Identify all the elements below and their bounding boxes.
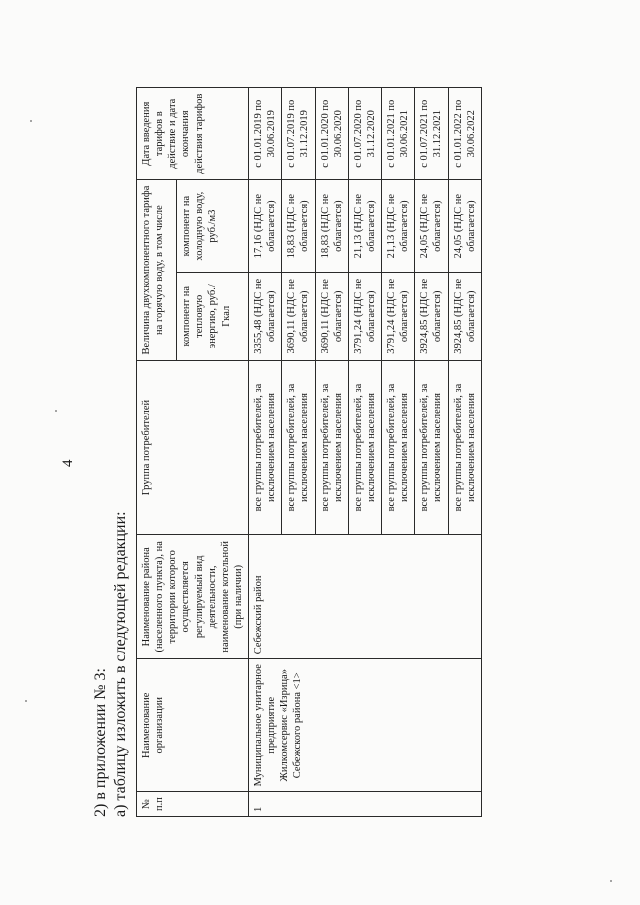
cell-cold: 18,83 (НДС не облагается) xyxy=(315,180,348,272)
cell-date: с 01.01.2022 по 30.06.2022 xyxy=(448,88,481,180)
cell-date: с 01.07.2019 по 31.12.2019 xyxy=(282,88,315,180)
cell-thermal: 3924,85 (НДС не облагается) xyxy=(448,272,481,360)
scan-speck xyxy=(610,880,612,882)
table-header-row xyxy=(137,88,177,817)
page-number: 4 xyxy=(60,459,76,467)
scan-speck xyxy=(25,700,27,702)
cell-group: все группы потребителей, за исключением населения xyxy=(315,360,348,535)
cell-group: все группы потребителей, за исключением населения xyxy=(249,360,282,535)
cell-cold: 24,05 (НДС не облагается) xyxy=(415,180,448,272)
cell-thermal: 3690,11 (НДС не облагается) xyxy=(282,272,315,360)
cell-date: с 01.07.2021 по 31.12.2021 xyxy=(415,88,448,180)
cell-thermal: 3355,48 (НДС не облагается) xyxy=(249,272,282,360)
header-num: № п.п xyxy=(137,792,249,817)
cell-group: все группы потребителей, за исключением населения xyxy=(382,360,415,535)
cell-cold: 17,16 (НДС не облагается) xyxy=(249,180,282,272)
cell-thermal: 3690,11 (НДС не облагается) xyxy=(315,272,348,360)
table-row xyxy=(249,88,282,817)
cell-district: Себежский район xyxy=(249,535,482,659)
scan-speck xyxy=(55,410,57,412)
header-district: Наименование района (населенного пункта), на территории которого осуществляется регулируемый вид деятельности, наименование котельной (при наличии) xyxy=(137,535,249,659)
header-dates: Дата введения тарифов в действие и дата окончания действия тарифов xyxy=(137,88,249,180)
header-cold-water-component: компонент на холодную воду, руб./м3 xyxy=(177,180,249,272)
cell-group: все группы потребителей, за исключением населения xyxy=(415,360,448,535)
scan-speck xyxy=(30,120,32,122)
header-thermal-component: компонент на тепловую энергию, руб./Гкал xyxy=(177,272,249,360)
cell-thermal: 3791,24 (НДС не облагается) xyxy=(348,272,381,360)
table-intro: а) таблицу изложить в следующей редакции: xyxy=(112,511,129,817)
appendix-line: 2) в приложении № 3: xyxy=(92,668,109,817)
cell-cold: 24,05 (НДС не облагается) xyxy=(448,180,481,272)
header-consumer-group: Группа потребителей xyxy=(137,360,249,535)
tariff-table xyxy=(136,87,482,817)
cell-date: с 01.07.2020 по 31.12.2020 xyxy=(348,88,381,180)
cell-date: с 01.01.2021 по 30.06.2021 xyxy=(382,88,415,180)
cell-cold: 18,83 (НДС не облагается) xyxy=(282,180,315,272)
cell-cold: 21,13 (НДС не облагается) xyxy=(382,180,415,272)
cell-thermal: 3791,24 (НДС не облагается) xyxy=(382,272,415,360)
cell-date: с 01.01.2019 по 30.06.2019 xyxy=(249,88,282,180)
cell-group: все группы потребителей, за исключением населения xyxy=(282,360,315,535)
cell-cold: 21,13 (НДС не облагается) xyxy=(348,180,381,272)
header-tariff: Величина двухкомпонентного тарифа на горячую воду, в том числе xyxy=(137,180,177,360)
cell-organization: Муниципальное унитарное предприятие Жилкомсервис «Изрица» Себежского района <1> xyxy=(249,659,482,792)
cell-date: с 01.01.2020 по 30.06.2020 xyxy=(315,88,348,180)
cell-group: все группы потребителей, за исключением населения xyxy=(448,360,481,535)
cell-group: все группы потребителей, за исключением населения xyxy=(348,360,381,535)
cell-num: 1 xyxy=(249,792,482,817)
cell-thermal: 3924,85 (НДС не облагается) xyxy=(415,272,448,360)
header-organization: Наименование организации xyxy=(137,659,249,792)
